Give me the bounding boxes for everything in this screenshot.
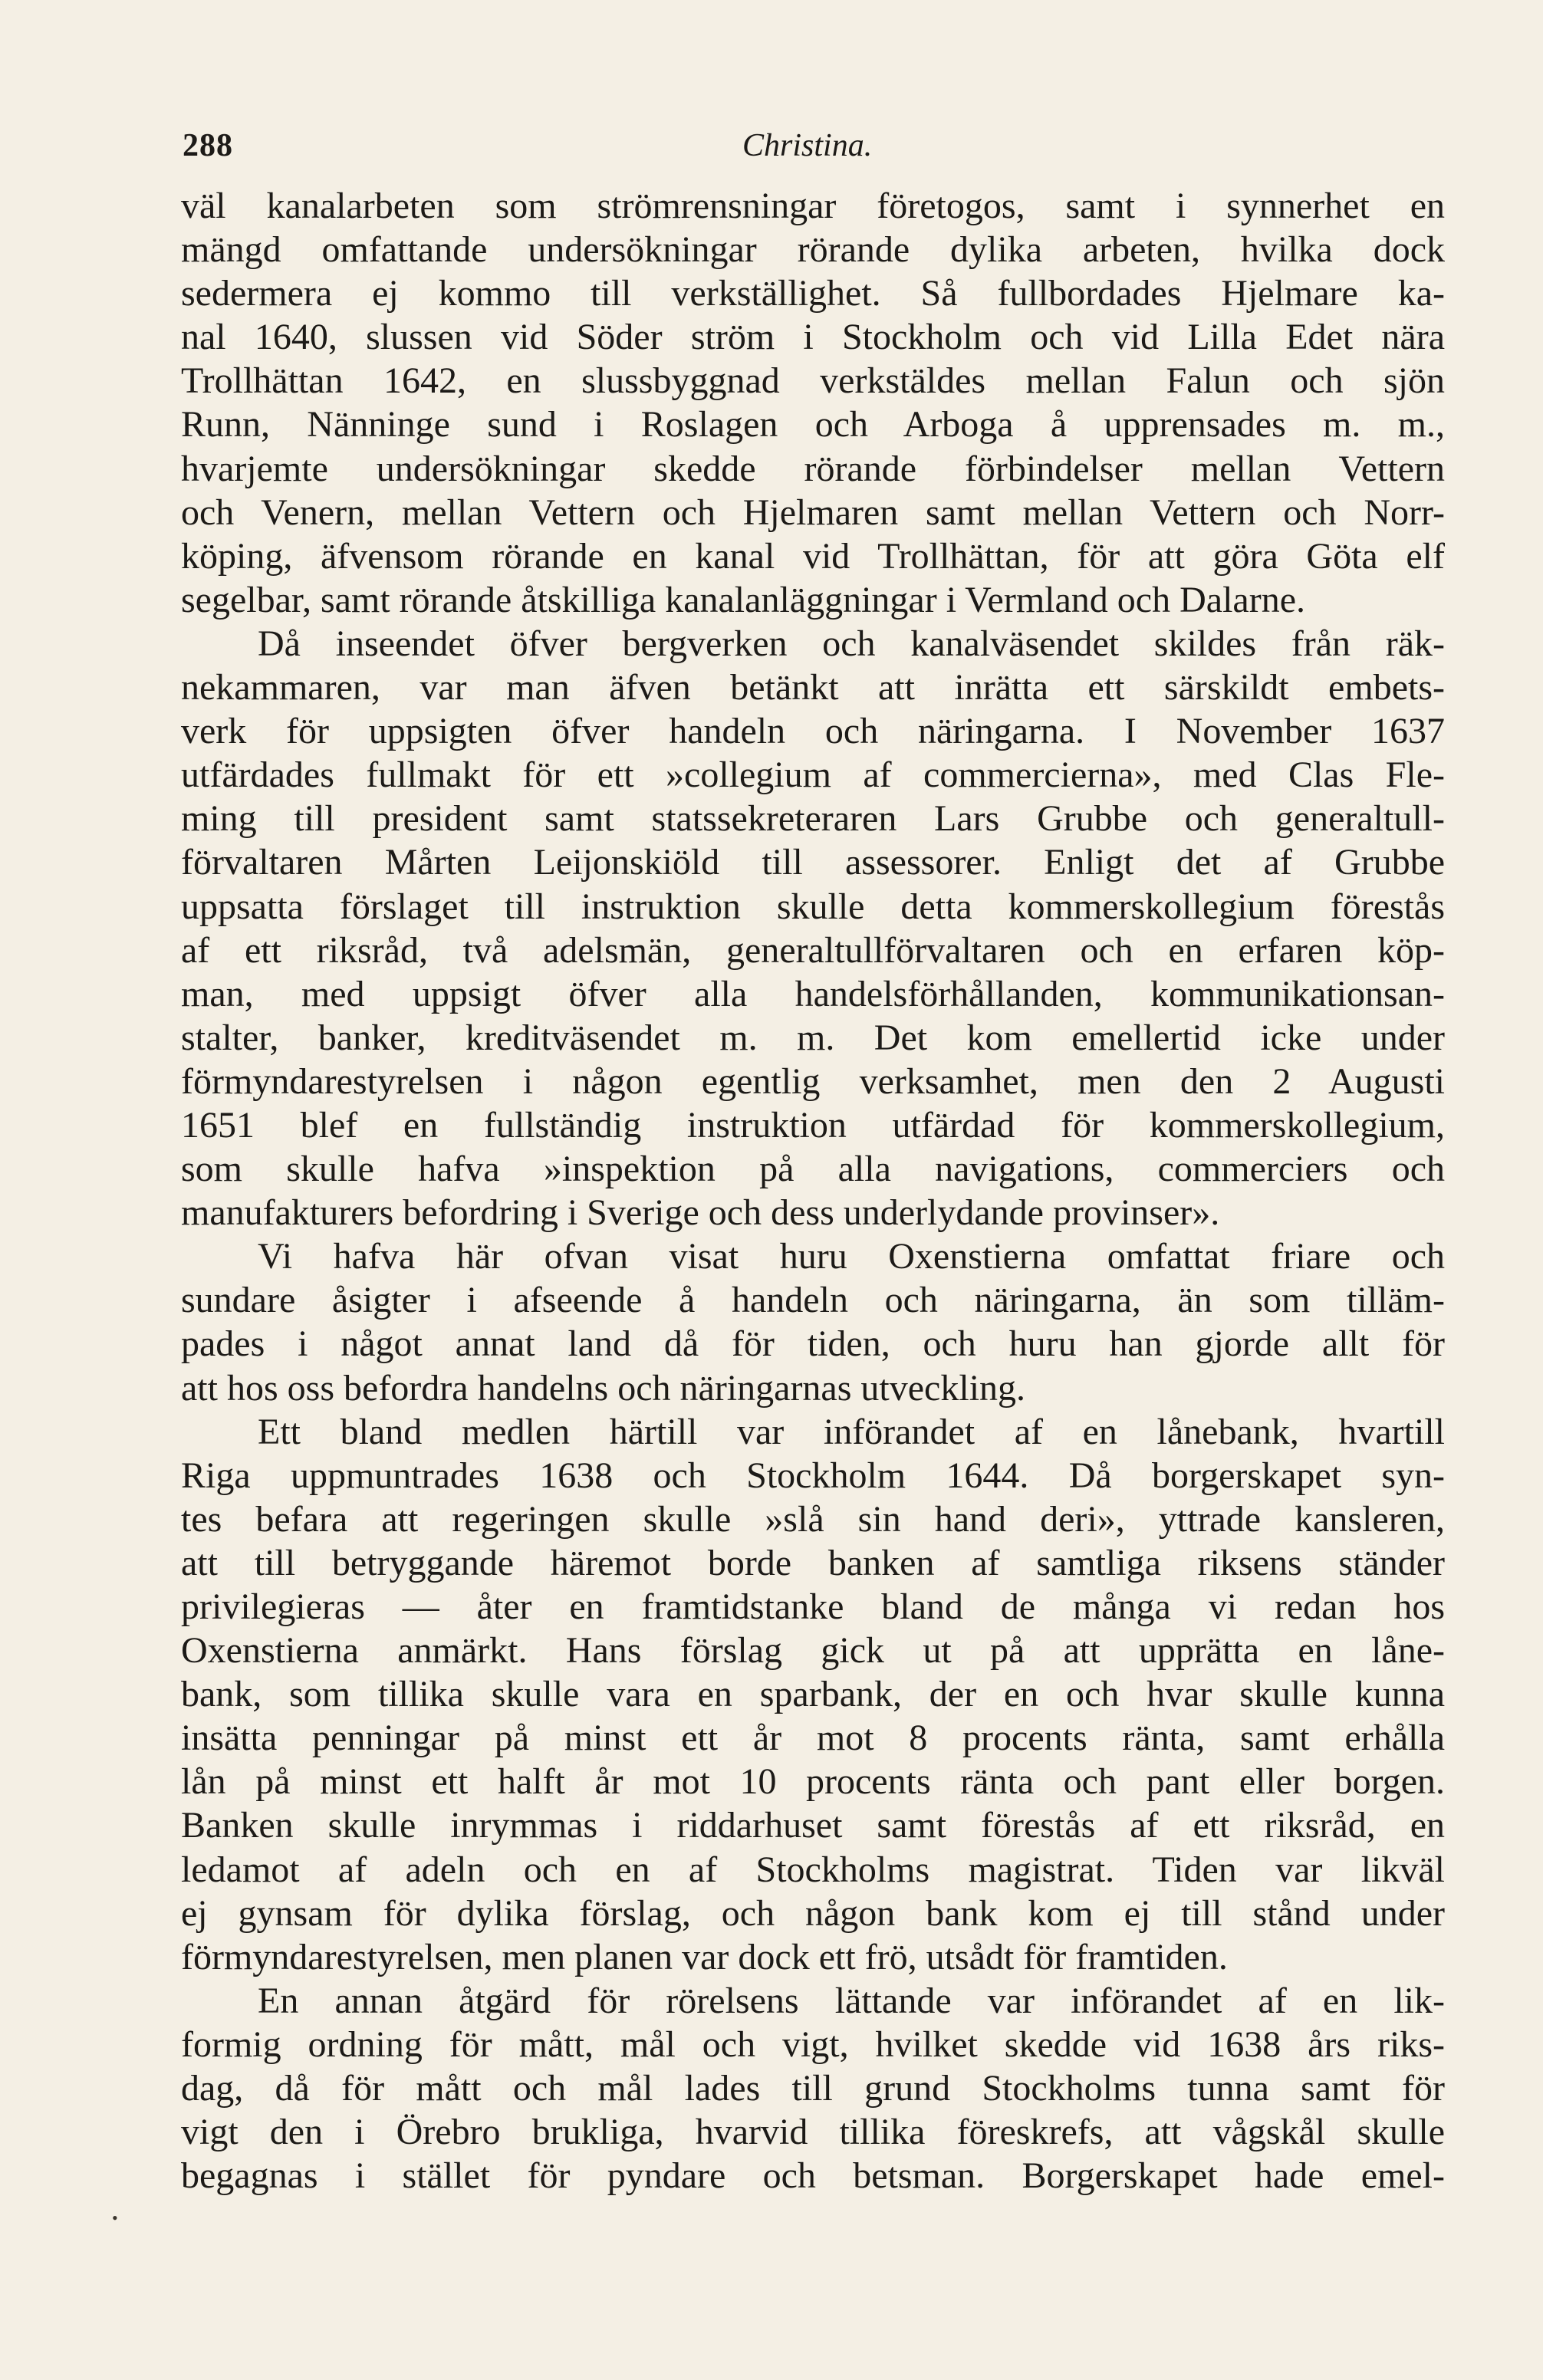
text-line: förmyndarestyrelsen i någon egentlig verksamhet, men den 2 Augusti (181, 1060, 1445, 1102)
text-line: dag, då för mått och mål lades till grund Stockholms tunna samt för (181, 2068, 1445, 2109)
text-line: hvarjemte undersökningar skedde rörande förbindelser mellan Vettern (181, 448, 1445, 489)
text-line: förmyndarestyrelsen, men planen var dock ett frö, utsådt för framtiden. (181, 1936, 1228, 1977)
page-header (183, 127, 1440, 173)
text-line: uppsatta förslaget till instruktion skulle detta kommerskollegium förestås (181, 886, 1445, 927)
text-line: stalter, banker, kreditväsendet m. m. Det kom emellertid icke under (181, 1017, 1445, 1058)
text-line: af ett riksråd, två adelsmän, generaltullförvaltaren och en erfaren köp- (181, 929, 1445, 971)
text-line: segelbar, samt rörande åtskilliga kanalanläggningar i Vermland och Dalarne. (181, 579, 1305, 620)
text-line: som skulle hafva »inspektion på alla navigations, commerciers och (181, 1149, 1445, 1190)
text-line: köping, äfvensom rörande en kanal vid Trollhättan, för att göra Göta elf (181, 535, 1445, 577)
text-line: formig ordning för mått, mål och vigt, hvilket skedde vid 1638 års riks- (181, 2023, 1445, 2065)
text-line: bank, som tillika skulle vara en sparbank, der en och hvar skulle kunna (181, 1674, 1445, 1715)
text-line: nal 1640, slussen vid Söder ström i Stockholm och vid Lilla Edet nära (181, 317, 1445, 358)
page-number: 288 (183, 128, 233, 163)
body-text (181, 184, 1445, 2198)
text-line: förvaltaren Mårten Leijonskiöld till assessorer. Enligt det af Grubbe (181, 842, 1445, 883)
text-line: begagnas i stället för pyndare och betsman. Borgerskapet hade emel- (181, 2155, 1445, 2197)
text-line: manufakturers befordring i Sverige och dess underlydande provinser». (181, 1192, 1220, 1234)
text-line: nekammaren, var man äfven betänkt att inrätta ett särskildt embets- (181, 667, 1445, 708)
text-line: utfärdades fullmakt för ett »collegium af commercierna», med Clas Fle- (181, 754, 1445, 796)
text-line: privilegieras — åter en framtidstanke bland de många vi redan hos (181, 1586, 1445, 1627)
text-line: Vi hafva här ofvan visat huru Oxenstierna omfattat friare och (258, 1236, 1445, 1277)
text-line: verk för uppsigten öfver handeln och näringarna. I November 1637 (181, 711, 1445, 752)
text-line: En annan åtgärd för rörelsens lättande var införandet af en lik- (258, 1980, 1445, 2021)
text-line: man, med uppsigt öfver alla handelsförhållanden, kommunikationsan- (181, 973, 1445, 1014)
text-line: Oxenstierna anmärkt. Hans förslag gick ut på att upprätta en låne- (181, 1630, 1445, 1672)
text-line: Trollhättan 1642, en slussbyggnad verkstäldes mellan Falun och sjön (181, 360, 1445, 402)
text-line: vigt den i Örebro brukliga, hvarvid tillika föreskrefs, att vågskål skulle (181, 2112, 1445, 2153)
text-line: Ett bland medlen härtill var införandet af en lånebank, hvartill (258, 1411, 1445, 1452)
text-line: ledamot af adeln och en af Stockholms magistrat. Tiden var likväl (181, 1849, 1445, 1890)
margin-marker: • (112, 2208, 118, 2227)
text-line: 1651 blef en fullständig instruktion utfärdad för kommerskollegium, (181, 1104, 1445, 1146)
running-title: Christina. (742, 128, 873, 163)
text-line: sedermera ej kommo till verkställighet. Så fullbordades Hjelmare ka- (181, 273, 1445, 314)
text-line: ej gynsam för dylika förslag, och någon bank kom ej till stånd under (181, 1892, 1445, 1934)
text-line: ming till president samt statssekreteraren Lars Grubbe och generaltull- (181, 798, 1445, 840)
text-line: tes befara att regeringen skulle »slå sin hand deri», yttrade kansleren, (181, 1498, 1445, 1540)
text-line: pades i något annat land då för tiden, och huru han gjorde allt för (181, 1323, 1445, 1365)
text-line: väl kanalarbeten som strömrensningar företogos, samt i synnerhet en (181, 186, 1445, 226)
text-line: lån på minst ett halft år mot 10 procents ränta och pant eller borgen. (181, 1761, 1445, 1803)
text-line: att till betryggande häremot borde banken af samtliga riksens ständer (181, 1542, 1445, 1583)
text-line: Riga uppmuntrades 1638 och Stockholm 1644. Då borgerskapet syn- (181, 1455, 1445, 1496)
text-line: Då inseendet öfver bergverken och kanalväsendet skildes från räk- (258, 623, 1445, 664)
text-line: att hos oss befordra handelns och näringarnas utveckling. (181, 1367, 1026, 1409)
text-line: Runn, Nänninge sund i Roslagen och Arboga å upprensades m. m., (181, 404, 1445, 445)
text-line: insätta penningar på minst ett år mot 8 procents ränta, samt erhålla (181, 1718, 1445, 1759)
text-line: Banken skulle inrymmas i riddarhuset samt förestås af ett riksråd, en (181, 1805, 1445, 1846)
text-line: sundare åsigter i afseende å handeln och näringarna, än som tilläm- (181, 1280, 1445, 1321)
text-line: mängd omfattande undersökningar rörande dylika arbeten, hvilka dock (181, 229, 1445, 271)
text-line: och Venern, mellan Vettern och Hjelmaren samt mellan Vettern och Norr- (181, 491, 1445, 533)
